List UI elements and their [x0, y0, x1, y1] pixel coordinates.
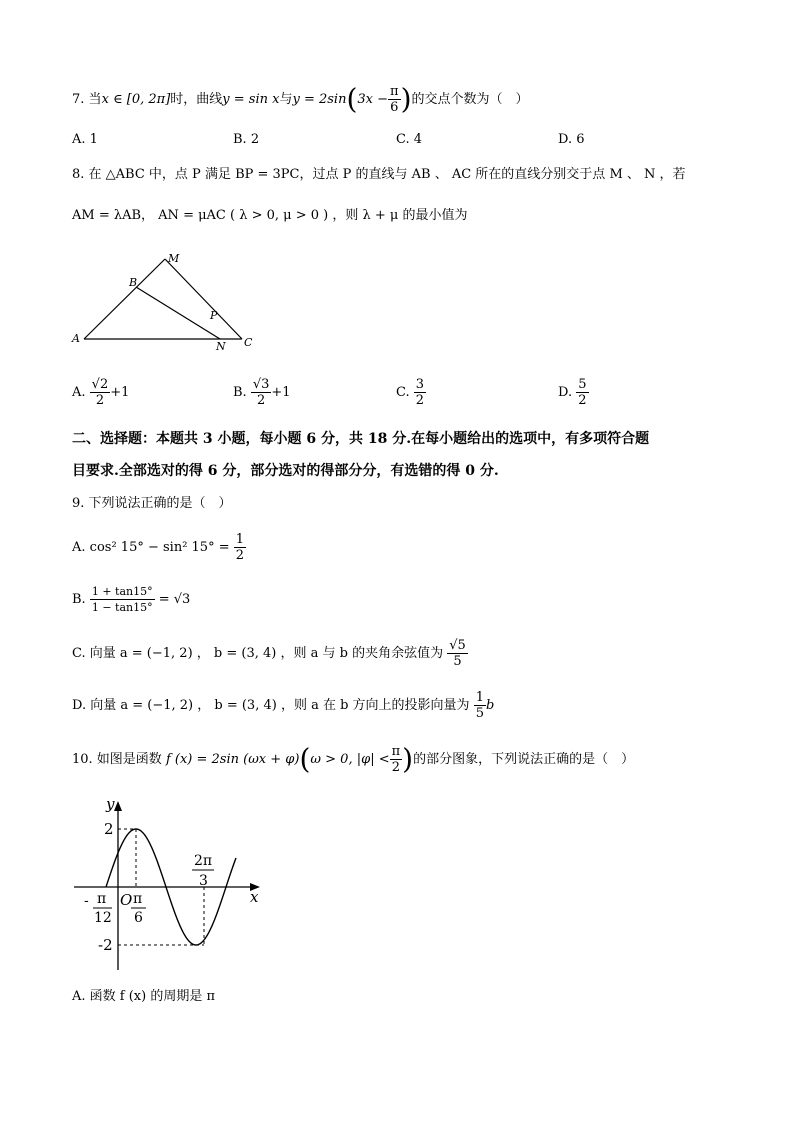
svg-text:-2: -2 — [98, 936, 113, 954]
q9-option-d[interactable]: D. 向量 a = (−1, 2) ， b = (3, 4) ，则 a 在 b 方向上的投影向量为 $\frac{1}{5}$ b — [72, 690, 495, 721]
q9-option-c[interactable]: C. 向量 a = (−1, 2) ， b = (3, 4) ，则 a 与 b 的夹角余弦值为 $\frac{√5}{5}$ — [72, 638, 466, 669]
label-p: P — [210, 309, 218, 322]
q9-stem: 9. 下列说法正确的是（ ） — [72, 496, 232, 511]
svg-text:x: x — [250, 888, 259, 906]
svg-text:2: 2 — [104, 820, 114, 838]
svg-text:π: π — [133, 891, 143, 907]
q9-option-a[interactable]: A. cos² 15° − sin² 15° = $\frac{1}{2}$ — [72, 532, 245, 563]
q8-triangle-figure — [70, 252, 270, 354]
q8-option-d[interactable]: D. $\frac{5}{2}$ — [558, 377, 587, 408]
svg-text:O: O — [120, 891, 133, 909]
q10-sine-graph — [70, 795, 270, 975]
svg-text:3: 3 — [199, 873, 208, 889]
q7-option-a[interactable]: A. 1 — [72, 132, 98, 147]
q8-option-c[interactable]: C. $\frac{3}{2}$ — [396, 377, 425, 408]
q8-stem-line2: AM = λAB， AN = μAC ( λ > 0, μ > 0 ) ，则 λ + μ 的最小值为 — [72, 208, 468, 223]
q8-stem-line1: 8. 在 △ABC 中，点 P 满足 BP = 3PC，过点 P 的直线与 AB 、 AC 所在的直线分别交于点 M 、 N ，若 — [72, 167, 686, 182]
label-c: C — [244, 336, 253, 349]
q7-option-b[interactable]: B. 2 — [233, 132, 260, 147]
label-b: B — [129, 276, 138, 289]
q8-option-b[interactable]: B. $\frac{√3}{2}$ +1 — [233, 377, 291, 408]
label-m: M — [168, 252, 180, 265]
q9-option-b[interactable]: B. $\frac{1 + \tan 15^\circ}{1 - \tan 15^\circ}$ = √3 — [72, 585, 191, 614]
label-n: N — [216, 340, 226, 353]
svg-text:y: y — [106, 795, 115, 813]
svg-text:12: 12 — [94, 910, 112, 926]
q7-option-d[interactable]: D. 6 — [558, 132, 585, 147]
q10-stem: 10. 如图是函数 f (x) = 2sin (ωx + φ)(ω > 0, |φ| < $\frac{\pi}{2}$ )的部分图象，下列说法正确的是（ ） — [72, 742, 635, 776]
q10-option-a[interactable]: A. 函数 f (x) 的周期是 π — [72, 989, 216, 1004]
svg-text:2π: 2π — [194, 853, 213, 869]
label-a: A — [72, 332, 80, 345]
q7-option-c[interactable]: C. 4 — [396, 132, 423, 147]
svg-text:π: π — [97, 891, 107, 907]
section-2-title-line2: 目要求.全部选对的得 6 分，部分选对的得部分分，有选错的得 0 分. — [72, 463, 499, 479]
q7-stem: 7. 当x ∈ [0, 2π]时，曲线y = sin x与y = 2sin(3x − $\frac{\pi}{6}$ )的交点个数为（ ） — [72, 82, 529, 116]
svg-text:6: 6 — [134, 910, 143, 926]
section-2-title-line1: 二、选择题：本题共 3 小题，每小题 6 分，共 18 分.在每小题给出的选项中，有多项符合题 — [72, 431, 650, 447]
svg-text:-: - — [84, 893, 89, 909]
q8-option-a[interactable]: A. $\frac{√2}{2}$ +1 — [72, 377, 130, 408]
